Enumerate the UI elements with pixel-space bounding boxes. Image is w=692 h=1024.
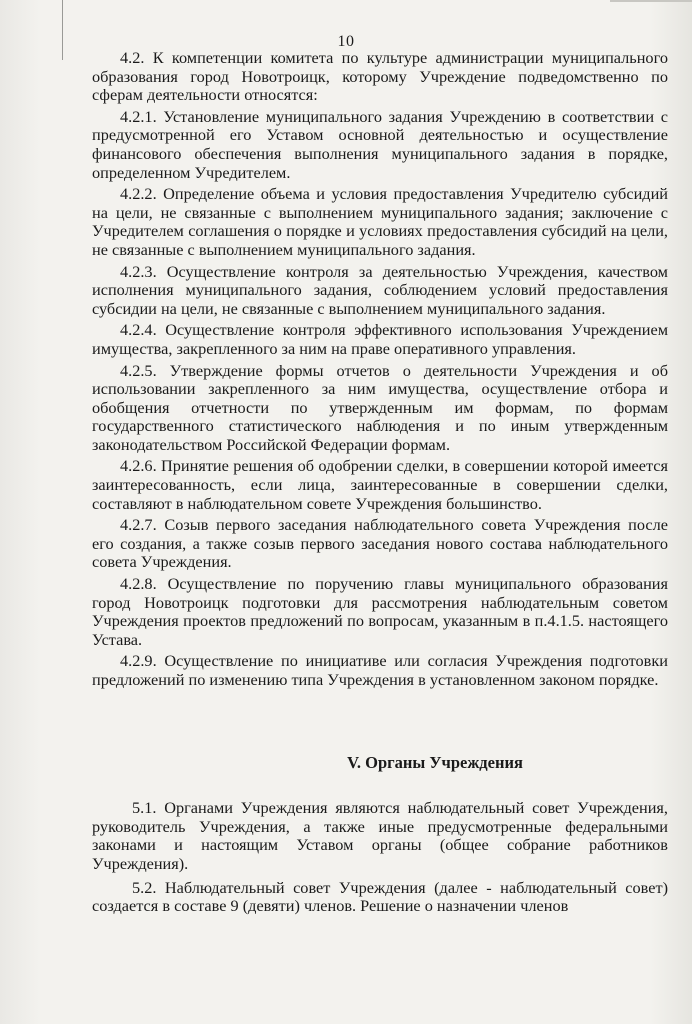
clause-text: Органами Учреждения являются наблюдательный совет Учреждения, руководитель Учреждения, а также иные предусмотренные федеральными законами и настоящим Уставом органы (общее собрание работников Учреждения).: [92, 798, 668, 873]
clause-4-2-3: [92, 263, 668, 319]
clause-number: 5.1.: [132, 798, 157, 818]
page-number: 10: [337, 33, 355, 50]
clause-number: 4.2.8.: [120, 574, 157, 594]
scan-edge-top: [610, 0, 692, 2]
clause-text: Утверждение формы отчетов о деятельности Учреждения и об использовании закрепленного за ним имущества, осуществление отбора и обобщения отчетности по утвержденным им формам, по формам государственного статистического наблюдения и по иным утвержденным законодательством Российской Федерации формам.: [92, 360, 668, 454]
clause-4-2: [92, 49, 668, 105]
clause-4-2-5: [92, 362, 668, 455]
clause-number: 4.2.1.: [120, 106, 157, 126]
clause-number: 4.2.: [120, 48, 145, 67]
clause-text: Осуществление контроля за деятельностью Учреждения, качеством исполнения муниципального задания, соблюдением условий предоставления субсидии на цели, не связанные с выполнением муниципального задания.: [92, 261, 668, 318]
section-title: V. Органы Учреждения: [347, 752, 523, 772]
clause-number: 4.2.4.: [120, 320, 157, 340]
clause-number: 4.2.6.: [120, 456, 157, 476]
scan-edge-line: [62, 0, 63, 60]
clause-text: Определение объема и условия предоставления Учредителю субсидий на цели, не связанные с выполнением муниципального задания; заключение с Учредителем соглашения о порядке и условиях предоставления субсидий на цели, не связанные с выполнением муниципального задания.: [92, 184, 668, 259]
clause-4-2-7: [92, 516, 668, 572]
clause-4-2-1: [92, 108, 668, 182]
clause-4-2-9: [92, 652, 668, 689]
document-body: [92, 49, 668, 921]
clause-number: 4.2.5.: [120, 360, 157, 380]
clause-4-2-6: [92, 457, 668, 513]
clause-text: Принятие решения об одобрении сделки, в совершении которой имеется заинтересованность, если лица, заинтересованные в совершении сделки, составляют в наблюдательном совете Учреждения большинство.: [92, 456, 668, 513]
clause-number: 4.2.2.: [120, 184, 157, 204]
clause-4-2-4: [92, 321, 668, 358]
clause-number: 4.2.7.: [120, 515, 157, 535]
clause-text: Установление муниципального задания Учреждению в соответствии с предусмотренной его Уставом основной деятельностью и осуществление финансового обеспечения выполнения муниципального задания в порядке, определенном Учредителем.: [92, 106, 668, 182]
clause-text: Наблюдательный совет Учреждения (далее - наблюдательный совет) создается в составе 9 (девяти) членов. Решение о назначении членов: [92, 877, 668, 916]
clause-number: 4.2.3.: [120, 261, 157, 281]
clause-number: 5.2.: [132, 877, 157, 897]
clause-5-2: [92, 879, 668, 916]
clause-text: К компетенции комитета по культуре администрации муниципального образования город Новотроицк, которому Учреждение подведомственно по сферам деятельности относятся:: [92, 48, 668, 105]
clause-number: 4.2.9.: [120, 651, 157, 671]
clause-4-2-2: [92, 185, 668, 259]
clause-4-2-8: [92, 575, 668, 649]
clause-text: Осуществление по поручению главы муниципального образования город Новотроицк подготовки для рассмотрения наблюдательным советом Учреждения проектов предложений по вопросам, указанным в п.4.1.5. настоящего Устава.: [92, 574, 668, 649]
clause-5-1: [92, 799, 668, 873]
clause-text: Осуществление по инициативе или согласия Учреждения подготовки предложений по изменению типа Учреждения в установленном законом порядке.: [92, 651, 668, 689]
clause-text: Осуществление контроля эффективного использования Учреждением имущества, закрепленного за ним на праве оперативного управления.: [92, 320, 668, 358]
clause-text: Созыв первого заседания наблюдательного совета Учреждения после его создания, а также созыв первого заседания нового состава наблюдательного совета Учреждения.: [92, 515, 668, 572]
